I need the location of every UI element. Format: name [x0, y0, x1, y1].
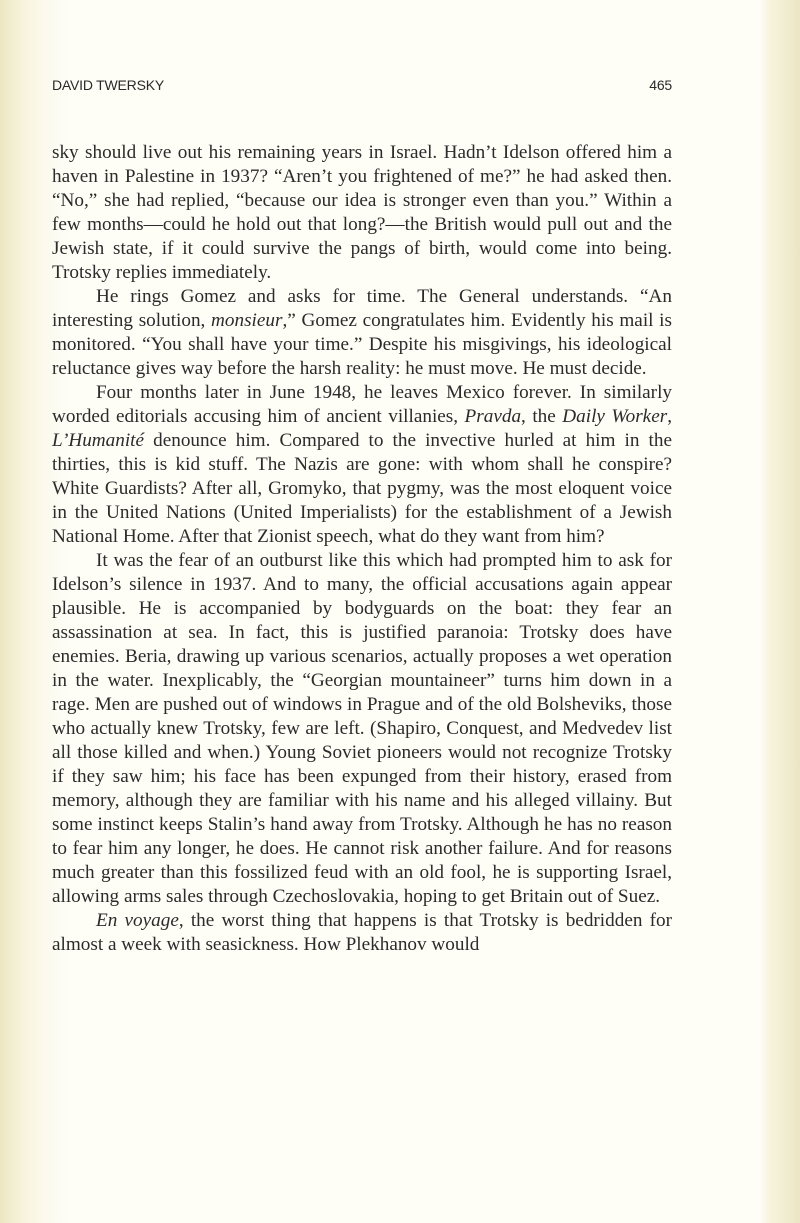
- paragraph-text: ,” Gomez congratulates him. Evidently his mail is monitored. “You shall have your time.” Despite his misgivings, his ideological reluctance gives way before the harsh reality: he must move. He must decide.: [52, 310, 672, 379]
- italic-term: En voyage: [96, 910, 179, 931]
- running-head-author: DAVID TWERSKY: [52, 77, 165, 93]
- paragraph-text: Four months later in June 1948, he leaves Mexico forever. In similarly worded editorials accusing him of ancient villanies,: [52, 382, 672, 427]
- italic-title: Daily Worker: [562, 406, 668, 427]
- italic-term: monsieur: [211, 310, 283, 331]
- paragraph-text: ,: [667, 406, 672, 427]
- paragraph-text: , the worst thing that happens is that Trotsky is bedridden for almost a week with seasickness. How Plekhanov would: [52, 910, 672, 955]
- paragraph-text: sky should live out his remaining years in Israel. Hadn’t Idelson offered him a haven in Palestine in 1937? “Aren’t you frightened of me?” he had asked then. “No,” she had replied, “because our idea is stronger even than you.” Within a few months—could he hold out that long?—the British would pull out and the Jewish state, if it could survive the pangs of birth, would come into being. Trotsky replies immediately.: [52, 142, 672, 283]
- body-text: [52, 141, 672, 957]
- paragraph-text: , the: [521, 406, 563, 427]
- page-number: 465: [649, 77, 672, 93]
- italic-title: L’Humanité: [52, 430, 145, 451]
- paragraph-3: [52, 381, 672, 549]
- paragraph-text: He rings Gomez and asks for time. The General understands. “An interesting solution,: [52, 286, 672, 331]
- paragraph-5: [52, 909, 672, 957]
- paragraph-text: It was the fear of an outburst like this which had prompted him to ask for Idelson’s silence in 1937. And to many, the official accusations again appear plausible. He is accompanied by bodyguards on the boat: they fear an assassination at sea. In fact, this is justified paranoia: Trotsky does have enemies. Beria, drawing up various scenarios, actually proposes a wet operation in the water. Inexplicably, the “Georgian mountaineer” turns him down in a rage. Men are pushed out of windows in Prague and of the old Bolsheviks, those who actually knew Trotsky, few are left. (Shapiro, Conquest, and Medvedev list all those killed and when.) Young Soviet pioneers would not recognize Trotsky if they saw him; his face has been expunged from their history, erased from memory, although they are familiar with his name and his alleged villainy. But some instinct keeps Stalin’s hand away from Trotsky. Although he has no reason to fear him any longer, he does. He cannot risk another failure. And for reasons much greater than this fossilized feud with an old fool, he is supporting Israel, allowing arms sales through Czechoslovakia, hoping to get Britain out of Suez.: [52, 550, 672, 907]
- paragraph-4: [52, 549, 672, 909]
- paragraph-text: denounce him. Compared to the invective hurled at him in the thirties, this is kid stuff. The Nazis are gone: with whom shall he conspire? White Guardists? After all, Gromyko, that pygmy, was the most eloquent voice in the United Nations (United Imperialists) for the establishment of a Jewish National Home. After that Zionist speech, what do they want from him?: [52, 430, 672, 547]
- paragraph-1: [52, 141, 672, 285]
- italic-title: Pravda: [464, 406, 522, 427]
- paragraph-2: [52, 285, 672, 381]
